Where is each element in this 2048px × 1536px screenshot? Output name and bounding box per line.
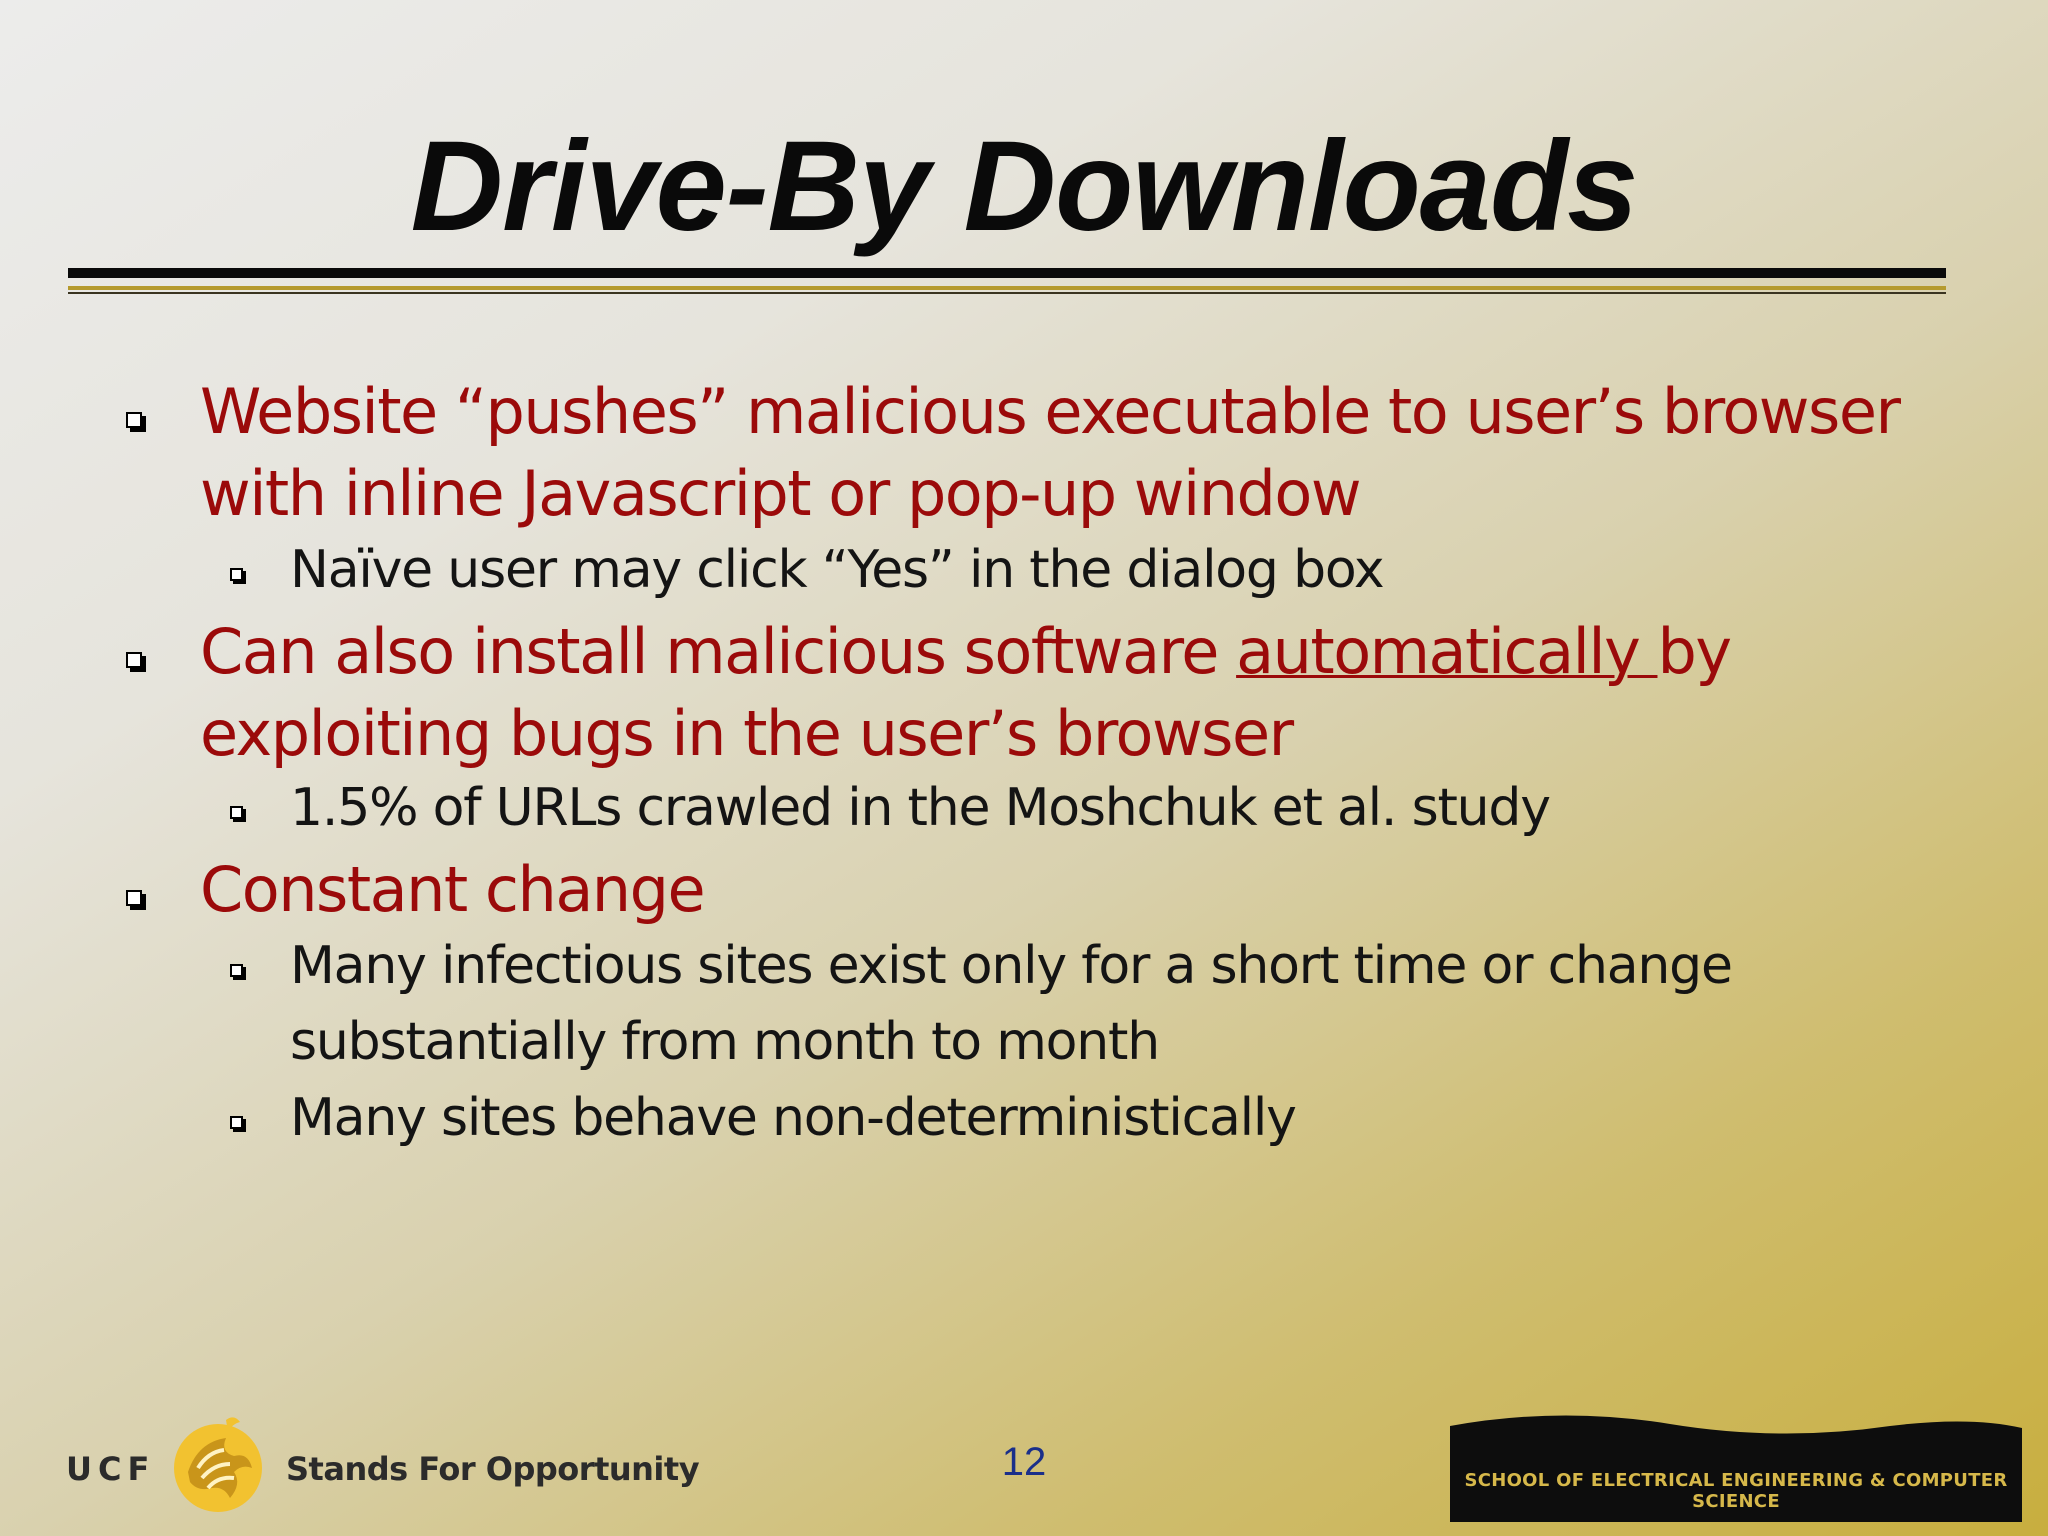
sub-bullet-1-1: Naïve user may click “Yes” in the dialog box: [290, 540, 1384, 600]
bullet-1-line-1: Website “pushes” malicious executable to user’s browser: [200, 375, 1900, 448]
bullet-2-text-post: by: [1657, 615, 1731, 688]
bullet-2-line-1: [200, 612, 1920, 692]
pegasus-logo-icon: [168, 1412, 268, 1516]
ucf-wordmark: UCF: [66, 1450, 156, 1488]
sub-bullet-3-2: Many sites behave non-deterministically: [290, 1088, 1296, 1148]
sub-bullet-box-icon: [230, 964, 246, 980]
sub-bullet-3-1-line-2: substantially from month to month: [290, 1012, 1160, 1072]
sub-bullet-box-icon: [230, 806, 246, 822]
sub-bullet-box-icon: [230, 1116, 246, 1132]
sub-bullet-2-1: 1.5% of URLs crawled in the Moshchuk et al. study: [290, 778, 1550, 838]
bullet-box-icon: [126, 890, 146, 910]
bullet-box-icon: [126, 652, 146, 672]
bullet-2-underlined-word: automatically: [1236, 615, 1658, 688]
slide-title: Drive-By Downloads: [410, 115, 1638, 258]
page-number: 12: [1001, 1440, 1047, 1484]
bullet-3-line-1: Constant change: [200, 853, 705, 926]
school-name: SCHOOL OF ELECTRICAL ENGINEERING & COMPUTER SCIENCE: [1464, 1470, 2008, 1512]
sub-bullet-3-1-line-1: Many infectious sites exist only for a short time or change: [290, 936, 1732, 996]
ucf-tagline: Stands For Opportunity: [286, 1450, 700, 1488]
bullet-2-line-2: exploiting bugs in the user’s browser: [200, 697, 1293, 770]
bullet-1-line-2: with inline Javascript or pop-up window: [200, 457, 1361, 530]
sub-bullet-box-icon: [230, 568, 246, 584]
bullet-box-icon: [126, 412, 146, 432]
bullet-2-text-pre: Can also install malicious software: [200, 615, 1237, 688]
